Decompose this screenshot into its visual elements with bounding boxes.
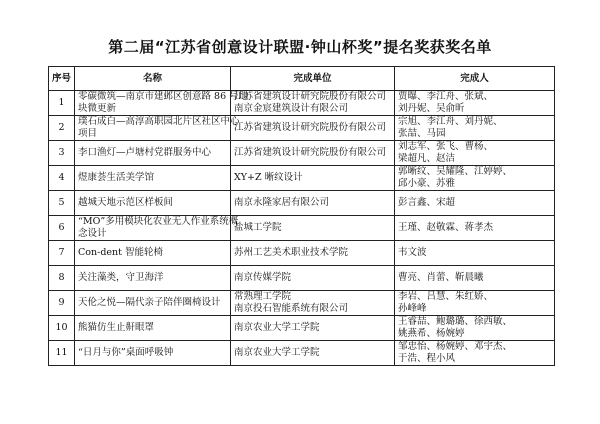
row-people — [395, 91, 555, 116]
row-name-line: 熊猫仿生止鼾眼罩 — [78, 322, 155, 333]
row-name — [75, 191, 231, 216]
row-name-line: 关注藻类，守卫海洋 — [78, 272, 164, 283]
page-title: 第二届“江苏省创意设计联盟·钟山杯奖”提名奖获奖名单 — [108, 38, 492, 56]
row-name-line: “MO”多用模块化农业无人作业系统概 — [78, 216, 239, 227]
row-unit-line: 南京永隆家居有限公司 — [234, 197, 330, 208]
row-people — [395, 316, 555, 341]
row-index: 11 — [49, 341, 75, 366]
row-name-line: 念设计 — [78, 228, 107, 239]
row-people-line: 彭言鑫、宋超 — [398, 197, 456, 208]
row-name — [75, 341, 231, 366]
header-name: 名称 — [75, 67, 231, 91]
row-name-line: 越城天地示范区样板间 — [78, 197, 174, 208]
row-index: 9 — [49, 291, 75, 316]
row-unit-line: 南京农业大学工学院 — [234, 322, 320, 333]
row-people — [395, 216, 555, 241]
row-unit — [231, 141, 395, 166]
table-row — [49, 266, 555, 291]
row-unit-line: 南京金宸建筑设计有限公司 — [234, 103, 349, 114]
row-name-line: 天伦之悦—隔代亲子陪伴圈椅设计 — [78, 297, 221, 308]
row-unit — [231, 91, 395, 116]
row-unit-line: 南京投石智能系统有限公司 — [234, 303, 349, 314]
row-unit — [231, 191, 395, 216]
row-name — [75, 166, 231, 191]
row-index: 5 — [49, 191, 75, 216]
row-people-line: 刘丹妮、吴俞昕 — [398, 103, 465, 114]
row-index: 1 — [49, 91, 75, 116]
row-name — [75, 241, 231, 266]
row-unit — [231, 341, 395, 366]
table-row — [49, 141, 555, 166]
row-people-line: 王瑾、赵敬霖、蒋孝杰 — [398, 222, 494, 233]
row-people — [395, 191, 555, 216]
row-name-line: “日月与你”桌面呼吸钟 — [78, 347, 174, 358]
row-unit — [231, 166, 395, 191]
row-name — [75, 116, 240, 141]
table-row — [49, 291, 555, 316]
row-unit — [231, 291, 395, 316]
row-people — [395, 141, 555, 166]
row-people-line: 于浩、程小风 — [398, 353, 456, 364]
row-index: 3 — [49, 141, 75, 166]
row-unit-line: 南京农业大学工学院 — [234, 347, 320, 358]
row-name — [75, 291, 231, 316]
row-people — [395, 341, 555, 366]
row-unit-line: 苏州工艺美术职业技术学院 — [234, 247, 349, 258]
row-people-line: 韦文波 — [398, 247, 427, 258]
table-row — [49, 191, 555, 216]
row-name-line: 李口渔灯—卢塘村党群服务中心 — [78, 147, 212, 158]
award-table — [48, 66, 555, 366]
row-unit-line: 江苏省建筑设计研究院股份有限公司 — [234, 122, 387, 133]
row-people-line: 李岩、吕慧、朱红娇、 — [398, 291, 494, 302]
row-people-line: 刘志军、张飞、曹杨、 — [398, 141, 494, 152]
row-people — [395, 291, 555, 316]
row-index: 8 — [49, 266, 75, 291]
row-unit-line: 常熟理工学院 — [234, 291, 292, 302]
row-people-line: 郭晰纹、吴耀隆、江婷婷、 — [398, 166, 513, 177]
table-row — [49, 241, 555, 266]
row-people — [395, 266, 555, 291]
table-row — [49, 91, 555, 116]
row-people — [395, 166, 555, 191]
row-unit-line: 江苏省建筑设计研究院股份有限公司 — [234, 147, 387, 158]
row-people-line: 曹亮、肖蕾、靳晨曦 — [398, 272, 484, 283]
header-unit: 完成单位 — [231, 67, 395, 91]
row-people-line: 孙峰峰 — [398, 303, 427, 314]
row-unit — [231, 266, 395, 291]
table-row — [49, 166, 555, 191]
row-unit-line: 盐城工学院 — [234, 222, 282, 233]
row-index: 6 — [49, 216, 75, 241]
row-name-line: 项目 — [78, 128, 98, 139]
row-index: 10 — [49, 316, 75, 341]
row-name — [75, 141, 231, 166]
row-unit-line: 南京传媒学院 — [234, 272, 292, 283]
row-unit — [231, 116, 395, 141]
row-index: 7 — [49, 241, 75, 266]
row-index: 4 — [49, 166, 75, 191]
row-name — [75, 266, 231, 291]
row-name-line: 块微更新 — [78, 103, 117, 114]
header-index: 序号 — [49, 67, 75, 91]
row-people — [395, 116, 555, 141]
row-unit-line: 江苏省建筑设计研究院股份有限公司 — [234, 91, 387, 102]
row-people-line: 邹忠怡、杨婉婷、邓宇杰、 — [398, 341, 513, 352]
row-name — [75, 316, 231, 341]
header-people: 完成人 — [395, 67, 555, 91]
row-people-line: 张喆、马园 — [398, 128, 446, 139]
row-unit — [231, 241, 395, 266]
row-people-line: 贾曝、李江舟、张斌、 — [398, 91, 494, 102]
row-unit — [231, 316, 395, 341]
row-index: 2 — [49, 116, 75, 141]
table-row — [49, 316, 555, 341]
table-row — [49, 116, 555, 141]
row-unit-line: XY+Z 晰纹设计 — [234, 172, 303, 183]
row-name-line: 煜康荟生活美学馆 — [78, 172, 155, 183]
row-name — [75, 216, 239, 241]
row-people-line: 梁超凡、赵洁 — [398, 153, 456, 164]
table-row — [49, 341, 555, 366]
row-name-line: 零碳微筑—南京市建邺区创意路 86 号地 — [78, 91, 249, 102]
row-people-line: 王睿喆、鲍璐璐、徐西敏、 — [398, 316, 513, 327]
table-header-row — [49, 67, 555, 91]
row-people-line: 姚燕希、杨婉婷 — [398, 328, 465, 339]
table-row — [49, 216, 555, 241]
row-unit — [231, 216, 395, 241]
row-name-line: Con-dent 智能轮椅 — [78, 247, 163, 258]
row-people-line: 宗旭、李江舟、刘丹妮、 — [398, 116, 503, 127]
row-name — [75, 91, 249, 116]
row-people-line: 邱小豪、苏雅 — [398, 178, 456, 189]
row-people — [395, 241, 555, 266]
row-name-line: 璞石成白—高淳高职园北片区社区中心 — [78, 116, 240, 127]
